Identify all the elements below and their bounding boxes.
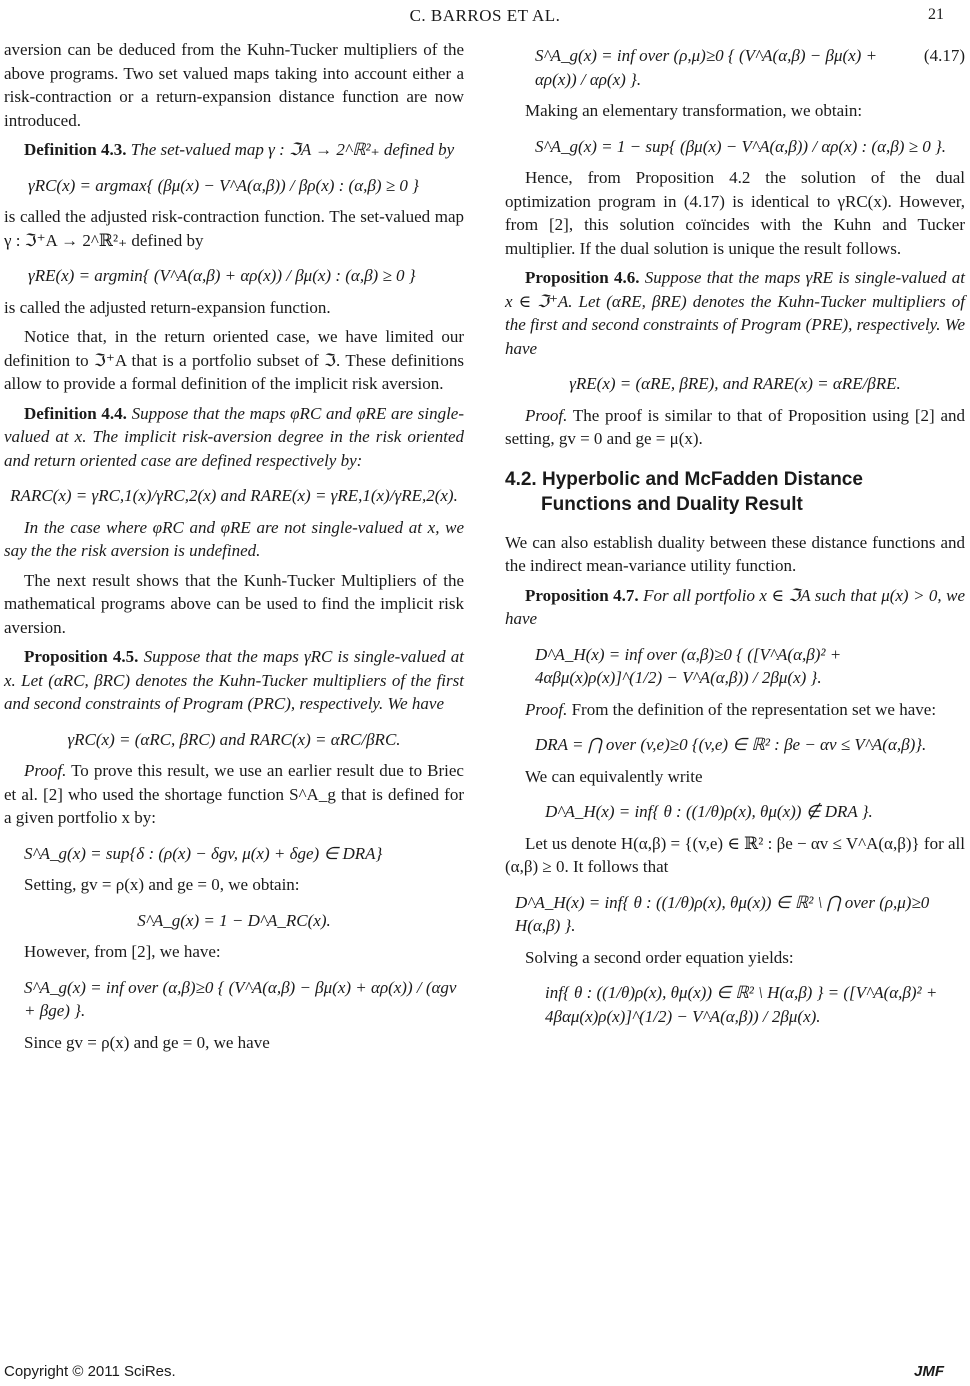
equation-shortage-sup: [505, 129, 965, 167]
equation-representation-set: [505, 727, 965, 765]
left-column: [4, 38, 464, 1060]
definition-4-3: [4, 138, 464, 162]
equation-text: DRA = ⋂ over (v,e)≥0 {(v,e) ∈ ℝ² : βe − αv ≤ V^A(α,β)}.: [535, 735, 927, 754]
section-heading-4-2: [505, 467, 965, 517]
proof-text: The proof is similar to that of Proposition using [2] and setting, gv = 0 and ge = μ(x).: [505, 405, 965, 448]
right-column: [505, 38, 965, 1036]
paragraph-notice: Notice that, in the return oriented case, we have limited our definition to ℑ⁺A that is a portfolio subset of ℑ. These definitions allow to provide a formal definition of the implicit risk aversion.: [4, 327, 464, 393]
equation-text: inf{ θ : ((1/θ)ρ(x), θμ(x)) ∈ ℝ² \ H(α,β) } = ([V^A(α,β)² + 4βαμ(x)ρ(x)]^(1/2) − V^A(α,β)) / 2βμ(x).: [545, 983, 938, 1026]
paragraph-risk-contraction: is called the adjusted risk-contraction function. The set-valued map γ : ℑ⁺A → 2^ℝ²₊ defined by: [4, 207, 464, 250]
equation-text: S^A_g(x) = 1 − D^A_RC(x).: [137, 910, 331, 930]
equation-gamma-re: [4, 258, 464, 296]
footer-copyright: Copyright © 2011 SciRes.: [4, 1363, 176, 1380]
paragraph-undefined: In the case where φRC and φRE are not single-valued at x, we say the the risk aversion is undefined.: [4, 517, 464, 560]
proposition-label: Proposition 4.7.: [525, 585, 639, 605]
paragraph-intro: aversion can be deduced from the Kuhn-Tucker multipliers of the above programs. Two set valued maps taking into account either a risk-contraction or a return-expansion distance function are now introduced.: [4, 40, 464, 130]
equation-4-17: [505, 38, 965, 99]
equation-text: D^A_H(x) = inf{ θ : ((1/θ)ρ(x), θμ(x)) ∉ DRA }.: [545, 802, 873, 821]
paragraph-next-result: The next result shows that the Kunh-Tucker Multipliers of the mathematical programs above can be used to find the implicit risk aversion.: [4, 570, 464, 637]
proof-text: From the definition of the representation set we have:: [571, 699, 937, 719]
definition-text: Suppose that the maps φRC and φRE are single-valued at x. The implicit risk-aversion degree in the risk oriented and return oriented case are defined respectively by:: [4, 403, 465, 470]
equation-hyperbolic-complement: [505, 885, 965, 946]
equation-hyperbolic-distance: [505, 637, 965, 698]
equation-gamma-rc: [4, 168, 464, 206]
equation-shortage: [4, 836, 464, 874]
definition-text: The set-valued map γ : ℑA → 2^ℝ²₊ defined by: [130, 140, 455, 159]
paragraph-duality: We can also establish duality between these distance functions and the indirect mean-variance utility function.: [505, 532, 965, 575]
proof-label: Proof.: [525, 405, 568, 425]
equation-text: S^A_g(x) = inf over (α,β)≥0 { (V^A(α,β) − βμ(x) + αρ(x)) / (αgv + βge) }.: [24, 977, 457, 1020]
paragraph-transformation: Making an elementary transformation, we obtain:: [525, 101, 863, 120]
paragraph-however: However, from [2], we have:: [24, 942, 221, 961]
running-title: [0, 6, 970, 26]
section-title-line-1: 4.2. Hyperbolic and McFadden Distance: [505, 468, 863, 490]
proof-text: To prove this result, we use an earlier result due to Briec et al. [2] who used the shortage function S^A_g that is defined for a given portfolio x by:: [4, 761, 464, 827]
equation-shortage-inf: [4, 970, 464, 1031]
proof-4-5: [4, 759, 464, 830]
footer-journal: JMF: [914, 1363, 944, 1380]
equation-hyperbolic-inf: [505, 794, 965, 832]
definition-label: Definition 4.3.: [24, 140, 127, 159]
equation-prop-4-5: [4, 722, 464, 760]
paragraph-let-denote: Let us denote H(α,β) = {(v,e) ∈ ℝ² : βe − αv ≤ V^A(α,β)} for all (α,β) ≥ 0. It follows that: [505, 833, 965, 876]
equation-shortage-distance: [4, 903, 464, 941]
page-number: 21: [928, 6, 944, 23]
equation-prop-4-6: [505, 366, 965, 404]
paragraph-equivalently: We can equivalently write: [525, 766, 703, 786]
proposition-4-6: [505, 266, 965, 360]
equation-number: (4.17): [923, 46, 965, 65]
proposition-text: Suppose that the maps γRE is single-valued at x ∈ ℑ⁺A. Let (αRE, βRE) denotes the Kuhn-Tucker multipliers of the first and second constraints of Program (PRE), respectively. We have: [505, 268, 965, 358]
paragraph-solving: Solving a second order equation yields:: [525, 947, 794, 967]
definition-label: Definition 4.4.: [24, 403, 127, 423]
equation-risk-aversion: [4, 478, 464, 516]
paragraph-return-expansion: is called the adjusted return-expansion function.: [4, 297, 331, 317]
proposition-4-7: [505, 584, 965, 631]
equation-text: S^A_g(x) = 1 − sup{ (βμ(x) − V^A(α,β)) / αρ(x) : (α,β) ≥ 0 }.: [535, 136, 947, 156]
section-title-line-2: Functions and Duality Result: [541, 493, 803, 515]
proposition-text: For all portfolio x ∈ ℑA such that μ(x) > 0, we have: [505, 585, 965, 628]
definition-4-4: [4, 402, 464, 473]
proposition-label: Proposition 4.5.: [24, 647, 139, 666]
equation-text: γRE(x) = argmin{ (V^A(α,β) + αρ(x)) / βμ(x) : (α,β) ≥ 0 }: [28, 266, 416, 285]
equation-text: D^A_H(x) = inf over (α,β)≥0 { ([V^A(α,β)² + 4αβμ(x)ρ(x)]^(1/2) − V^A(α,β)) / 2βμ(x) }.: [535, 644, 842, 687]
proof-4-6: [505, 404, 965, 451]
paragraph-hence: Hence, from Proposition 4.2 the solution of the dual optimization program in (4.17) is identical to γRC(x). However, from [2], this solution coïncides with the Kuhn and Tucker multiplier. If the dual solution is unique the result follows.: [505, 168, 965, 258]
equation-text: γRC(x) = argmax{ (βμ(x) − V^A(α,β)) / βρ(x) : (α,β) ≥ 0 }: [28, 175, 419, 195]
equation-text: S^A_g(x) = inf over (ρ,μ)≥0 { (V^A(α,β) − βμ(x) + αρ(x)) / αρ(x) }.: [535, 46, 878, 89]
equation-text: D^A_H(x) = inf{ θ : ((1/θ)ρ(x), θμ(x)) ∈ ℝ² \ ⋂ over (ρ,μ)≥0 H(α,β) }.: [515, 892, 930, 935]
proposition-text: Suppose that the maps γRC is single-valued at x. Let (αRC, βRC) denotes the Kuhn-Tucker multipliers of the first and second constraints of Program (PRC), respectively. We have: [4, 647, 464, 713]
proof-4-7: [505, 698, 965, 722]
paragraph-setting: Setting, gv = ρ(x) and ge = 0, we obtain:: [24, 875, 300, 894]
equation-text: γRE(x) = (αRE, βRE), and RARE(x) = αRE/βRE.: [569, 374, 901, 393]
proof-label: Proof.: [525, 699, 568, 719]
proposition-4-5: [4, 645, 464, 716]
paragraph-since: Since gv = ρ(x) and ge = 0, we have: [24, 1032, 270, 1052]
equation-text: γRC(x) = (αRC, βRC) and RARC(x) = αRC/βRC.: [67, 729, 401, 749]
proof-label: Proof.: [24, 761, 67, 780]
equation-text: RARC(x) = γRC,1(x)/γRC,2(x) and RARE(x) = γRE,1(x)/γRE,2(x).: [10, 486, 458, 505]
equation-text: S^A_g(x) = sup{δ : (ρ(x) − δgv, μ(x) + δge) ∈ DRA}: [24, 843, 383, 863]
equation-final: [505, 975, 965, 1036]
proposition-label: Proposition 4.6.: [525, 268, 640, 287]
running-title-text: C. BARROS ET AL.: [409, 6, 561, 25]
